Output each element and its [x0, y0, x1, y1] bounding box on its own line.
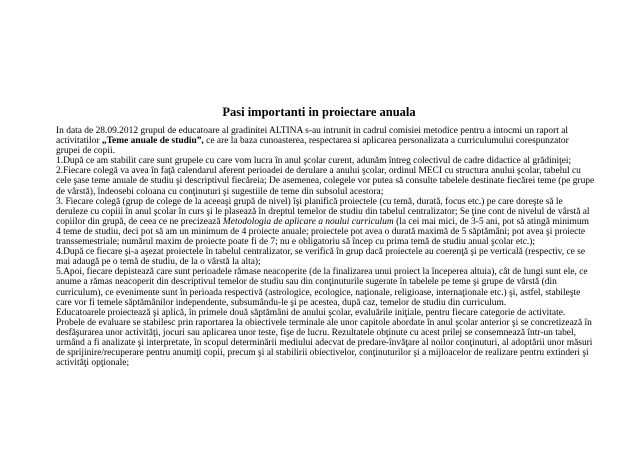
text-line: urmând a fi analizate şi interpretate, în scopul determinării mediului adecvat de predare-învăţare al noilor conţinuturi, al adoptării unor măsuri [56, 337, 593, 348]
text-line [56, 217, 638, 227]
document-body [56, 126, 638, 368]
document-title: Pasi importanti in proiectare anuala [222, 105, 416, 119]
text-line: Probele de evaluare se stabilesc prin raportarea la obiectivele terminale ale unor capitole abordate în anul şcolar anterior şi se concretizează în [56, 317, 592, 328]
text-line: 5.Apoi, fiecare depistează care sunt perioadele rămase neacoperite (de la finalizarea unui proiect la începerea altuia), cât de lungi sunt ele, ce [56, 267, 588, 278]
text-line: 2.Fiecare colegă va avea în faţă calendarul aferent perioadei de derulare a anului şcolar, ordinul MECI cu structura anului şcolar, tabelul cu [56, 166, 581, 177]
text-line: cele şase teme anuale de studiu şi descriptivul fiecăreia; De asemenea, colegele vor putea să consulte tabelele destinate fiecărei teme (pe grupe [56, 176, 595, 187]
italic-reference: Metodologia de aplicare a noului curriculum [222, 216, 394, 227]
text-line: anume a rămas neacoperit din descriptivul temelor de studiu sau din conţinuturile sugerate în tabelele pe teme şi grupe de vârstă (din [56, 277, 557, 288]
text-run: activitatilor [56, 136, 102, 147]
text-line: de vârstă), îndeosebi coloana cu conţinuturi şi sugestiile de teme din subsolul acestora; [56, 186, 384, 197]
text-line: deruleze cu copiii în anul şcolar în curs şi le plasează în dreptul temelor de studiu din tabelul centralizator; Se ţine cont de nivelul de vârstă al [56, 206, 590, 217]
text-line: care vor fi temele săptămânilor independente, subsumându-le şi pe acestea, după caz, temelor de studiu din curriculum. [56, 297, 507, 308]
text-line: 3. Fiecare colegă (grup de colege de la aceeaşi grupă de nivel) îşi planifică proiectele (cu temă, durată, focus etc.) pe care doreşte să le [56, 196, 563, 207]
text-line: 4 teme de studiu, deci pot să am un minimum de 4 proiecte anuale; proiectele pot avea o durată maximă de 5 săptămâni; pot avea şi proiecte [56, 226, 586, 237]
text-line: In data de 28.09.2012 grupul de educatoare al gradinitei ALTINA s-au intrunit in cadrul comisiei metodice pentru a intocmi un raport al [56, 126, 569, 136]
emphasized-title: „Teme anuale de studiu”, [101, 136, 204, 147]
text-run: ce are la baza cunoasterea, respectarea si aplicarea personalizata a curriculumului corespunzator [203, 136, 569, 147]
text-line: 1.După ce am stabilit care sunt grupele cu care vom lucra în anul şcolar curent, adunăm întreg colectivul de cadre didactice al grădiniţei; [56, 156, 572, 167]
text-line: desfăşurarea unor activităţi, jocuri sau aplicarea unor teste, fişe de lucru. Rezultatele obţinute cu acest prilej se consemnează într-un tabel, [56, 327, 576, 338]
text-run: (la cei mai mici, de 3-5 ani, pot să atingă minimum [393, 216, 589, 227]
text-line: curriculum), ce evenimente sunt în perioada respectivă (astrologice, ecologice, naţionale, religioase, internaţionale etc.) şi, astfel, stabileşte [56, 287, 581, 298]
text-line: grupei de copii. [56, 146, 115, 157]
text-run: copiilor din grupă, de ceea ce ne precizează [56, 216, 223, 227]
text-line: Educatoarele proiectează şi aplică, în primele două săptămâni de anului şcolar, evaluările iniţiale, pentru fiecare categorie de activitate. [56, 307, 566, 318]
text-line: 4.După ce fiecare şi-a aşezat proiectele în tabelul centralizator, se verifică în grup dacă proiectele au coerenţă şi pe verticală (respectiv, ce se [56, 247, 586, 258]
text-line: activităţi opţionale; [56, 358, 130, 369]
text-line: transsemestriale; numărul maxim de proiecte poate fi de 7; nu e obligatoriu să încep cu prima temă de studiu anual şcolar etc.); [56, 237, 536, 248]
text-line: mai adaugă pe o temă de studiu, de la o vârstă la alta); [56, 257, 261, 268]
text-line [56, 136, 638, 146]
text-line: de sprijinire/recuperare pentru anumiţi copii, precum şi al stabilirii obiectivelor, conţinuturilor şi a mijloacelor de realizare pentru extinderi şi [56, 348, 589, 359]
